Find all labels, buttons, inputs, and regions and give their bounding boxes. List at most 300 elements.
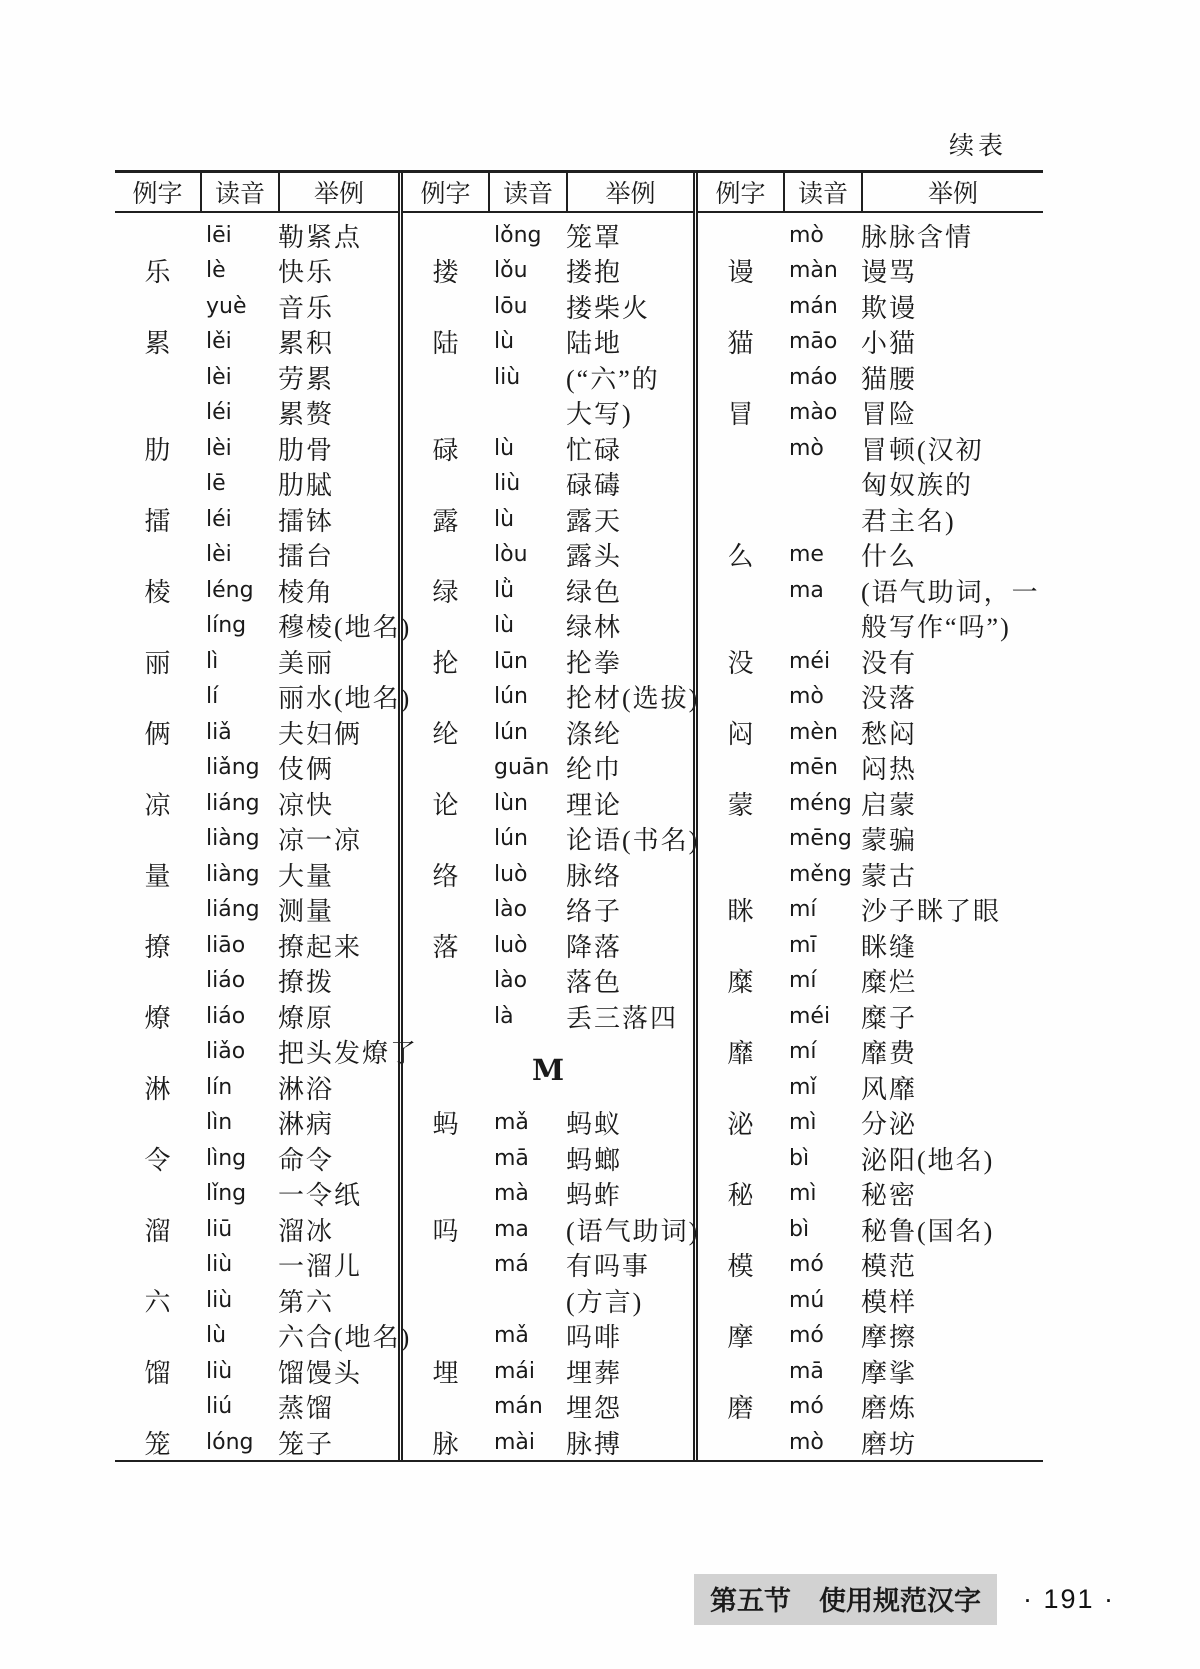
- pronunciation-cell: liáo: [206, 1003, 246, 1029]
- page-footer: [694, 1574, 1115, 1625]
- pronunciation-cell: líng: [206, 613, 247, 639]
- pronunciation-cell: lōu: [494, 293, 528, 319]
- table-row: [115, 608, 412, 644]
- example-char-cell: 燎: [144, 1003, 171, 1033]
- example-usage-cell: 络子: [566, 897, 623, 927]
- column-group-header: [403, 173, 693, 213]
- example-usage-cell: 擂台: [278, 542, 335, 572]
- pronunciation-cell: méi: [789, 648, 831, 674]
- pronunciation-cell: mì: [789, 1181, 817, 1207]
- example-char-cell: 擂: [144, 506, 171, 536]
- column-group-body: [115, 213, 419, 1461]
- table-row: [115, 1318, 412, 1354]
- example-usage-cell: 小猫: [861, 329, 918, 359]
- table-row: [115, 1105, 398, 1141]
- example-usage-cell: 磨炼: [861, 1394, 918, 1424]
- example-char-cell: 碌: [432, 435, 459, 465]
- example-usage-cell: 六合(地名): [278, 1323, 412, 1353]
- example-char-cell: 闷: [727, 719, 754, 749]
- example-usage-cell: 蚂蚱: [566, 1181, 623, 1211]
- example-usage-cell: 淋病: [278, 1110, 335, 1140]
- table-row: [115, 928, 398, 964]
- table-column-group-2: [403, 173, 700, 1460]
- table-row: [403, 715, 693, 751]
- example-usage-cell: 糜子: [861, 1003, 918, 1033]
- example-char-cell: 纶: [432, 719, 459, 749]
- example-usage-cell: 丽水(地名): [278, 684, 412, 714]
- pronunciation-cell: liǎng: [206, 755, 260, 781]
- table-row: [698, 1141, 1043, 1177]
- table-row: [115, 537, 398, 573]
- pronunciation-cell: lí: [206, 684, 219, 710]
- table-row: [403, 608, 693, 644]
- example-usage-cell: 累赘: [278, 400, 335, 430]
- example-usage-cell: 一溜儿: [278, 1252, 363, 1282]
- table-row: [115, 431, 398, 467]
- example-usage-cell: 勒紧点: [278, 222, 363, 252]
- table-row: [115, 1354, 398, 1390]
- example-char-cell: 冒: [727, 400, 754, 430]
- table-row: [403, 218, 693, 254]
- pronunciation-cell: lǒng: [494, 222, 542, 248]
- example-usage-cell: 秘鲁(国名): [861, 1216, 995, 1246]
- column-group-header: [115, 173, 398, 213]
- pronunciation-cell: lǒu: [494, 258, 528, 284]
- table-row: [115, 1212, 398, 1248]
- example-usage-cell: 闷热: [861, 755, 918, 785]
- header-pronunciation: 读音: [783, 173, 861, 211]
- pronunciation-cell: mó: [789, 1252, 824, 1278]
- pronunciation-cell: māo: [789, 329, 838, 355]
- example-usage-cell: 有吗事: [566, 1252, 651, 1282]
- example-usage-cell: 忙碌: [566, 435, 623, 465]
- table-row: [115, 821, 398, 857]
- table-row: [698, 431, 1043, 467]
- pronunciation-cell: là: [494, 1003, 514, 1029]
- example-char-cell: 棱: [144, 577, 171, 607]
- table-row: [403, 1247, 693, 1283]
- pronunciation-cell: mì: [789, 1110, 817, 1136]
- example-usage-cell: 夫妇俩: [278, 719, 363, 749]
- example-char-cell: 论: [432, 790, 459, 820]
- example-usage-cell: 吗啡: [566, 1323, 623, 1353]
- pronunciation-cell: liù: [206, 1287, 233, 1313]
- table-row: [403, 1283, 693, 1319]
- example-usage-cell: 没有: [861, 648, 918, 678]
- pronunciation-cell: mí: [789, 1039, 817, 1065]
- example-usage-cell: 摩擦: [861, 1323, 918, 1353]
- example-usage-cell: 测量: [278, 897, 335, 927]
- pronunciation-cell: mèn: [789, 719, 838, 745]
- example-usage-cell: 埋怨: [566, 1394, 623, 1424]
- pronunciation-cell: mài: [494, 1429, 536, 1455]
- header-example-char: 例字: [715, 180, 766, 208]
- table-row: [698, 1425, 1043, 1461]
- table-row: [115, 786, 398, 822]
- pronunciation-cell: ma: [494, 1216, 529, 1242]
- example-usage-cell: 溜冰: [278, 1216, 335, 1246]
- table-row: [403, 1141, 693, 1177]
- table-row: [698, 999, 1043, 1035]
- header-pronunciation: 读音: [488, 173, 566, 211]
- pronunciation-cell: mó: [789, 1394, 824, 1420]
- example-usage-cell: 摩挲: [861, 1358, 918, 1388]
- example-usage-cell: 蒙古: [861, 861, 918, 891]
- pronunciation-cell: měng: [789, 861, 852, 887]
- example-char-cell: 埋: [432, 1358, 459, 1388]
- table-row: [115, 1176, 398, 1212]
- example-char-cell: 蒙: [727, 790, 754, 820]
- example-usage-cell: 启蒙: [861, 790, 918, 820]
- table-row: [115, 1141, 398, 1177]
- example-usage-cell: 靡费: [861, 1039, 918, 1069]
- example-char-cell: 搂: [432, 258, 459, 288]
- pronunciation-cell: me: [789, 542, 824, 568]
- table-row: [403, 431, 693, 467]
- pronunciation-cell: bì: [789, 1145, 810, 1171]
- pronunciation-cell: ma: [789, 577, 824, 603]
- pronunciation-cell: lù: [494, 435, 515, 461]
- pronunciation-cell: mào: [789, 400, 838, 426]
- table-row: [403, 573, 693, 609]
- table-row: [698, 644, 1043, 680]
- example-usage-cell: 音乐: [278, 293, 335, 323]
- pronunciation-cell: mò: [789, 222, 824, 248]
- example-usage-cell: 擂钵: [278, 506, 335, 536]
- pronunciation-cell: liū: [206, 1216, 233, 1242]
- table-row: [698, 218, 1043, 254]
- example-usage-cell: 脉络: [566, 861, 623, 891]
- example-char-cell: 陆: [432, 329, 459, 359]
- example-usage-cell: 般写作“吗”): [861, 613, 1011, 643]
- example-usage-cell: 君主名): [861, 506, 956, 536]
- pronunciation-cell: léi: [206, 506, 232, 532]
- example-char-cell: 累: [144, 329, 171, 359]
- pronunciation-cell: mú: [789, 1287, 825, 1313]
- example-char-cell: 笼: [144, 1429, 171, 1459]
- pronunciation-cell: mǎ: [494, 1323, 529, 1349]
- example-usage-cell: 匈奴族的: [861, 471, 974, 501]
- pronunciation-cell: mò: [789, 435, 824, 461]
- example-usage-cell: 愁闷: [861, 719, 918, 749]
- example-char-cell: 溜: [144, 1216, 171, 1246]
- example-usage-cell: 露天: [566, 506, 623, 536]
- pronunciation-cell: léng: [206, 577, 254, 603]
- column-group-body: [698, 213, 1043, 1461]
- table-row: [403, 644, 693, 680]
- table-row: [403, 395, 693, 431]
- example-usage-cell: 埋葬: [566, 1358, 623, 1388]
- pronunciation-cell: méi: [789, 1003, 831, 1029]
- example-char-cell: 乐: [144, 258, 171, 288]
- example-char-cell: 泌: [727, 1110, 754, 1140]
- pronunciation-cell: lèi: [206, 364, 232, 390]
- example-usage-cell: 沙子眯了眼: [861, 897, 1002, 927]
- header-example-char: 例字: [420, 180, 471, 208]
- pronunciation-cell: liù: [494, 471, 521, 497]
- example-usage-cell: 撩起来: [278, 932, 363, 962]
- pronunciation-cell: mái: [494, 1358, 536, 1384]
- example-usage-cell: (语气助词): [566, 1216, 700, 1246]
- example-usage-cell: 把头发燎了: [278, 1039, 419, 1069]
- table-row: [698, 750, 1043, 786]
- example-char-cell: 肋: [144, 435, 171, 465]
- pronunciation-cell: lào: [494, 968, 528, 994]
- footer-section-band: [694, 1574, 997, 1625]
- table-row: [403, 1354, 693, 1390]
- pronunciation-cell: liáo: [206, 968, 246, 994]
- table-row: [115, 289, 398, 325]
- table-row: [698, 1176, 1043, 1212]
- example-char-cell: 量: [144, 861, 171, 891]
- pronunciation-cell: lè: [206, 258, 226, 284]
- table-row: [403, 1389, 693, 1425]
- pronunciation-cell: mà: [494, 1181, 529, 1207]
- pronunciation-cell: lù: [494, 329, 515, 355]
- table-row: [698, 1318, 1043, 1354]
- example-usage-cell: 抡材(选拔): [566, 684, 700, 714]
- table-row: [403, 999, 693, 1035]
- table-row: [698, 289, 1043, 325]
- pronunciation-cell: liú: [206, 1394, 233, 1420]
- table-row: [115, 1070, 398, 1106]
- table-row: [115, 466, 398, 502]
- example-usage-cell: 蚂蚁: [566, 1110, 623, 1140]
- pronunciation-cell: guān: [494, 755, 550, 781]
- example-usage-cell: 冒险: [861, 400, 918, 430]
- table-row: [698, 1389, 1043, 1425]
- example-usage-cell: 论语(书名): [566, 826, 700, 856]
- example-usage-cell: 第六: [278, 1287, 335, 1317]
- example-char-cell: 摩: [727, 1323, 754, 1353]
- pronunciation-cell: liù: [206, 1358, 233, 1384]
- table-row: [698, 1034, 1043, 1070]
- table-row: [698, 1070, 1043, 1106]
- pronunciation-cell: lěi: [206, 329, 232, 355]
- table-row: [403, 679, 700, 715]
- pronunciation-cell: mā: [789, 1358, 824, 1384]
- example-char-cell: 蚂: [432, 1110, 459, 1140]
- page-number: · 191 ·: [1022, 1584, 1115, 1614]
- pronunciation-cell: mí: [789, 968, 817, 994]
- pronunciation-cell: lùn: [494, 790, 528, 816]
- example-usage-cell: 纶巾: [566, 755, 623, 785]
- example-usage-cell: 风靡: [861, 1074, 918, 1104]
- example-usage-cell: 谩骂: [861, 258, 918, 288]
- example-usage-cell: 分泌: [861, 1110, 918, 1140]
- example-usage-cell: 碌碡: [566, 471, 623, 501]
- table-row: [403, 750, 693, 786]
- example-usage-cell: 棱角: [278, 577, 335, 607]
- pronunciation-cell: mí: [789, 897, 817, 923]
- pronunciation-cell: mī: [789, 932, 817, 958]
- table-row: [403, 786, 693, 822]
- pronunciation-cell: mò: [789, 1429, 824, 1455]
- example-char-cell: 馏: [144, 1358, 171, 1388]
- example-char-cell: 六: [144, 1287, 171, 1317]
- header-example-usage: 举例: [861, 173, 1043, 211]
- table-row: [403, 821, 700, 857]
- pronunciation-cell: lín: [206, 1074, 233, 1100]
- pronunciation-cell: liù: [206, 1252, 233, 1278]
- pronunciation-cell: lìng: [206, 1145, 247, 1171]
- example-usage-cell: 露头: [566, 542, 623, 572]
- table-row: [115, 360, 398, 396]
- table-row: [698, 573, 1043, 609]
- table-column-group-1: [115, 173, 419, 1460]
- table-row: [403, 928, 693, 964]
- table-row: [698, 857, 1043, 893]
- example-usage-cell: 凉一凉: [278, 826, 363, 856]
- pronunciation-cell: mán: [789, 293, 838, 319]
- pronunciation-cell: mēn: [789, 755, 838, 781]
- table-row: [403, 1105, 693, 1141]
- table-row: [403, 360, 693, 396]
- example-usage-cell: 蒸馏: [278, 1394, 335, 1424]
- example-usage-cell: 大写): [566, 400, 633, 430]
- example-usage-cell: 命令: [278, 1145, 335, 1175]
- table-row: [403, 466, 693, 502]
- example-char-cell: 靡: [727, 1039, 754, 1069]
- example-usage-cell: 陆地: [566, 329, 623, 359]
- table-row: [403, 857, 693, 893]
- example-usage-cell: 绿林: [566, 613, 623, 643]
- table-row: [403, 289, 693, 325]
- example-char-cell: 络: [432, 861, 459, 891]
- table-row: [403, 892, 693, 928]
- example-usage-cell: 冒顿(汉初: [861, 435, 984, 465]
- pronunciation-cell: lì: [206, 648, 219, 674]
- table-row: [115, 1034, 419, 1070]
- example-usage-cell: 模样: [861, 1287, 918, 1317]
- table-row: [115, 253, 398, 289]
- table-row: [698, 892, 1043, 928]
- example-usage-cell: (方言): [566, 1287, 644, 1317]
- example-usage-cell: 涤纶: [566, 719, 623, 749]
- pronunciation-cell: mēng: [789, 826, 852, 852]
- table-row: [698, 253, 1043, 289]
- example-usage-cell: 秘密: [861, 1181, 918, 1211]
- header-example-usage: 举例: [278, 173, 398, 211]
- pronunciation-cell: lún: [494, 684, 528, 710]
- example-usage-cell: 快乐: [278, 258, 335, 288]
- table-row: [403, 1425, 693, 1461]
- table-row: [115, 679, 412, 715]
- example-usage-cell: 模范: [861, 1252, 918, 1282]
- pronunciation-cell: mò: [789, 684, 824, 710]
- pronunciation-cell: luò: [494, 932, 528, 958]
- example-usage-cell: 降落: [566, 932, 623, 962]
- table-column-group-3: [698, 173, 1043, 1460]
- example-usage-cell: 穆棱(地名): [278, 613, 412, 643]
- example-usage-cell: 劳累: [278, 364, 335, 394]
- pronunciation-cell: lèi: [206, 542, 232, 568]
- example-usage-cell: 没落: [861, 684, 918, 714]
- table-row: [115, 644, 398, 680]
- example-char-cell: 吗: [432, 1216, 459, 1246]
- example-usage-cell: 蚂螂: [566, 1145, 623, 1175]
- table-row: [403, 963, 693, 999]
- example-char-cell: 猫: [727, 329, 754, 359]
- example-usage-cell: 凉快: [278, 790, 335, 820]
- pronunciation-cell: lào: [494, 897, 528, 923]
- table-row: [698, 608, 1043, 644]
- pronunciation-cell: lù: [494, 613, 515, 639]
- table-row: [115, 963, 398, 999]
- table-row: [698, 537, 1043, 573]
- example-usage-cell: 搂柴火: [566, 293, 651, 323]
- section-letter-heading: M: [531, 1052, 565, 1087]
- example-usage-cell: 美丽: [278, 648, 335, 678]
- pronunciation-cell: luò: [494, 861, 528, 887]
- header-example-usage: 举例: [566, 173, 693, 211]
- example-usage-cell: 落色: [566, 968, 623, 998]
- footer-section-title: 使用规范汉字: [818, 1586, 981, 1616]
- example-usage-cell: (“六”的: [566, 364, 660, 394]
- column-group-body: [403, 213, 700, 1461]
- example-usage-cell: 馏馒头: [278, 1358, 363, 1388]
- pronunciation-cell: mó: [789, 1323, 824, 1349]
- table-row: [115, 1283, 398, 1319]
- example-char-cell: 落: [432, 932, 459, 962]
- example-usage-cell: 蒙骗: [861, 826, 918, 856]
- table-row: [403, 502, 693, 538]
- pronunciation-cell: liāo: [206, 932, 246, 958]
- example-usage-cell: 泌阳(地名): [861, 1145, 995, 1175]
- example-usage-cell: 燎原: [278, 1003, 335, 1033]
- table-row: [698, 963, 1043, 999]
- example-usage-cell: 欺谩: [861, 293, 918, 323]
- pronunciation-cell: bì: [789, 1216, 810, 1242]
- table-row: [698, 679, 1043, 715]
- table-row: [403, 324, 693, 360]
- example-char-cell: 么: [727, 542, 754, 572]
- table-row: [115, 999, 398, 1035]
- table-row: [698, 324, 1043, 360]
- pronunciation-cell: lìn: [206, 1110, 233, 1136]
- pronunciation-cell: lù: [206, 1323, 227, 1349]
- table-row: [115, 395, 398, 431]
- table-row: [698, 1105, 1043, 1141]
- pronunciation-cell: lēi: [206, 222, 232, 248]
- example-char-cell: 糜: [727, 968, 754, 998]
- pronunciation-cell: mǎ: [494, 1110, 529, 1136]
- table-row: [698, 466, 1043, 502]
- example-usage-cell: 撩拨: [278, 968, 335, 998]
- example-usage-cell: 脉搏: [566, 1429, 623, 1459]
- example-char-cell: 抡: [432, 648, 459, 678]
- pronunciation-cell: màn: [789, 258, 838, 284]
- column-group-header: [698, 173, 1043, 213]
- table-row: [115, 1425, 398, 1461]
- example-char-cell: 眯: [727, 897, 754, 927]
- table-row: [115, 324, 398, 360]
- example-char-cell: 绿: [432, 577, 459, 607]
- pronunciation-cell: lóng: [206, 1429, 254, 1455]
- table-row: [115, 1247, 398, 1283]
- table-row: [403, 1176, 693, 1212]
- example-usage-cell: 糜烂: [861, 968, 918, 998]
- example-char-cell: 撩: [144, 932, 171, 962]
- pronunciation-cell: lèi: [206, 435, 232, 461]
- example-char-cell: 秘: [727, 1181, 754, 1211]
- table-row: [698, 1354, 1043, 1390]
- table-row: [698, 1212, 1043, 1248]
- pronunciation-cell: má: [494, 1252, 529, 1278]
- pronunciation-cell: lún: [494, 826, 528, 852]
- table-row: [698, 715, 1043, 751]
- table-row: [698, 1283, 1043, 1319]
